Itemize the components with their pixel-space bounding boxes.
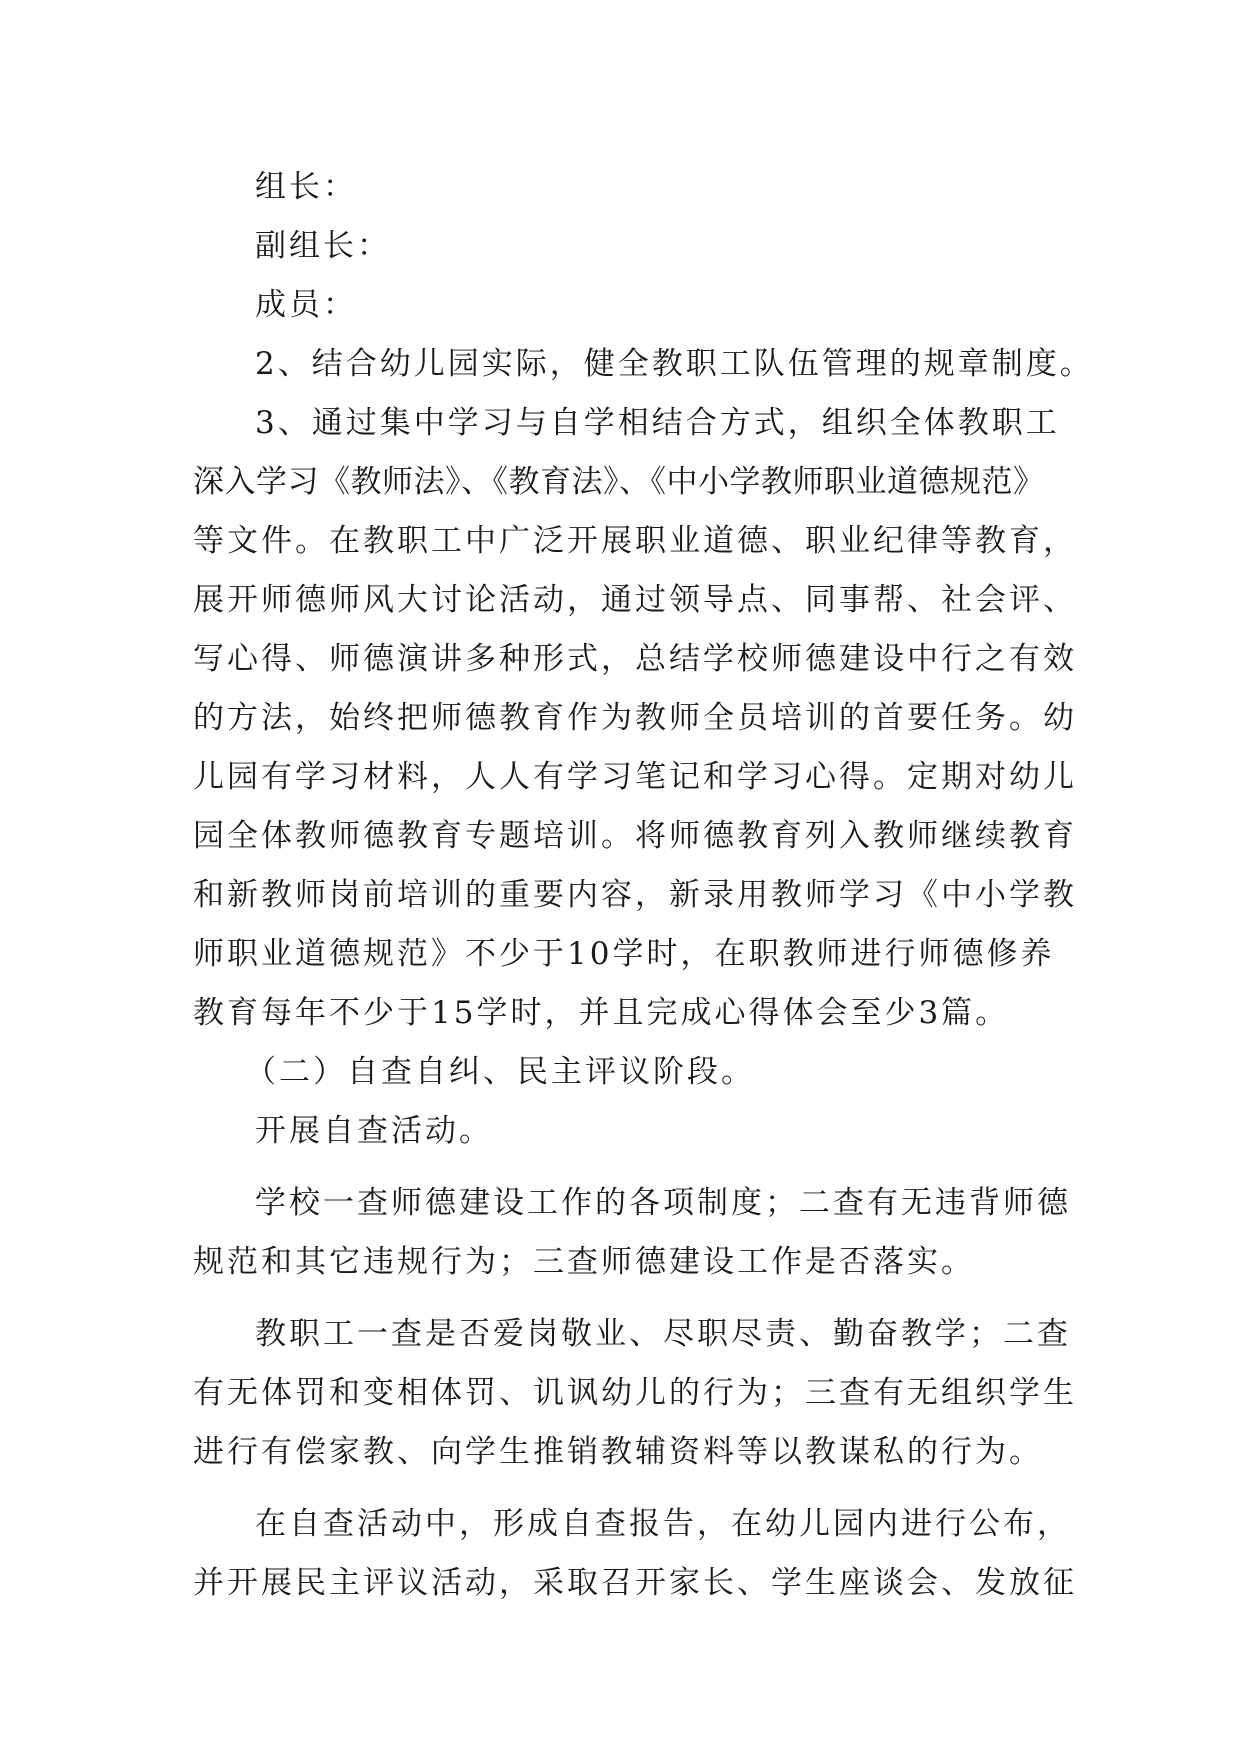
text-line: 的方法，始终把师德教育作为教师全员培训的首要任务。幼 <box>193 700 1077 736</box>
text-line: 开展自查活动。 <box>255 1113 493 1149</box>
text-line: 展开师德师风大讨论活动，通过领导点、同事帮、社会评、 <box>193 582 1077 618</box>
text-line: 教育每年不少于15学时，并且完成心得体会至少3篇。 <box>193 995 1010 1031</box>
text-line: 教职工一查是否爱岗敬业、尽职尽责、勤奋教学；二查 <box>255 1316 1071 1352</box>
text-line: 写心得、师德演讲多种形式，总结学校师德建设中行之有效 <box>193 641 1077 677</box>
document-body <box>193 158 1094 1613</box>
text-line-item-2: 2、结合幼儿园实际，健全教职工队伍管理的规章制度。 <box>255 346 1094 382</box>
paragraph-gap <box>193 1482 1053 1495</box>
text-line: 园全体教师德教育专题培训。将师德教育列入教师继续教育 <box>193 818 1077 854</box>
paragraph-gap <box>193 1161 1053 1174</box>
text-line: 规范和其它违规行为；三查师德建设工作是否落实。 <box>193 1244 975 1280</box>
section-heading: （二）自查自纠、民主评议阶段。 <box>245 1054 755 1090</box>
text-line: 在自查活动中，形成自查报告，在幼儿园内进行公布， <box>255 1506 1071 1542</box>
text-line: 有无体罚和变相体罚、讥讽幼儿的行为；三查有无组织学生 <box>193 1375 1077 1411</box>
text-line: 等文件。在教职工中广泛开展职业道德、职业纪律等教育， <box>193 523 1077 559</box>
text-line: 进行有偿家教、向学生推销教辅资料等以教谋私的行为。 <box>193 1434 1043 1470</box>
text-line: 并开展民主评议活动，采取召开家长、学生座谈会、发放征 <box>193 1565 1077 1601</box>
text-line-group-leader: 组长： <box>255 169 357 205</box>
text-line: 深入学习《教师法》、《教育法》、《中小学教师职业道德规范》 <box>193 464 1045 500</box>
text-line-item-3: 3、通过集中学习与自学相结合方式，组织全体教职工 <box>255 405 1060 441</box>
text-line: 和新教师岗前培训的重要内容，新录用教师学习《中小学教 <box>193 877 1077 913</box>
text-line: 儿园有学习材料，人人有学习笔记和学习心得。定期对幼儿 <box>193 759 1077 795</box>
text-line-members: 成员： <box>255 287 357 323</box>
text-line: 师职业道德规范》不少于10学时，在职教师进行师德修养 <box>193 936 1055 972</box>
paragraph-gap <box>193 1292 1053 1305</box>
text-line: 学校一查师德建设工作的各项制度；二查有无违背师德 <box>255 1185 1071 1221</box>
text-line-deputy-leader: 副组长： <box>255 228 391 264</box>
